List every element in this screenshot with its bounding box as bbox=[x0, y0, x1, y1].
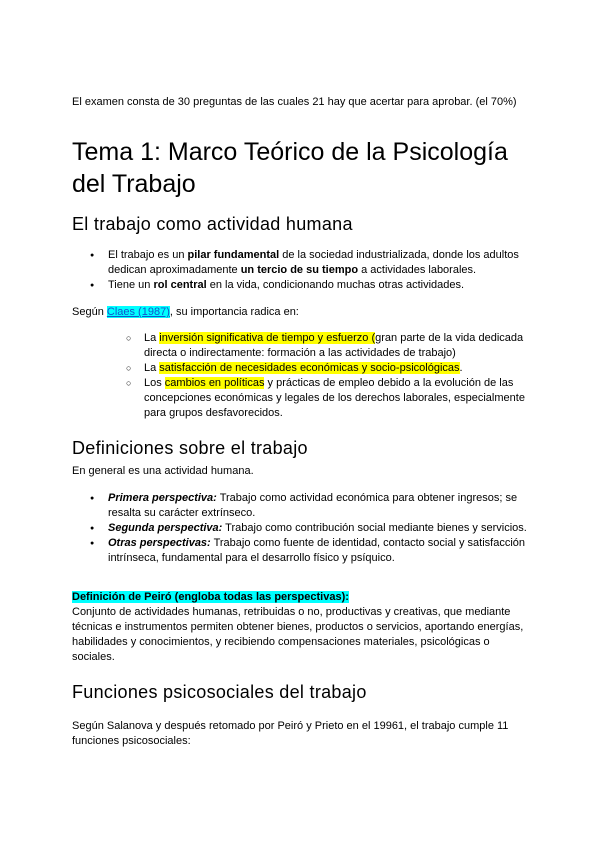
general-text: En general es una actividad humana. bbox=[72, 465, 254, 477]
list-item: ● El trabajo es un pilar fundamental de la sociedad industrializada, donde los adultos dedican aproximadamente un tercio de su tiempo a actividades laborales. bbox=[108, 248, 538, 278]
definicion-peiro-text: Conjunto de actividades humanas, retribuidas o no, productivas y creativas, que mediante técnicas e instrumentos permiten obtener bienes, productos o servicios, aportando energías, habilidades y conocimientos, y recibiendo compensaciones materiales, psicológicas o sociales. bbox=[72, 606, 524, 663]
bullet-list-perspectivas bbox=[108, 491, 538, 566]
list-item: ● Otras perspectivas: Trabajo como fuente de identidad, contacto social y satisfacción intrínseca, fundamental para el desarrollo físico y psíquico. bbox=[108, 536, 538, 566]
bullet-list-trabajo bbox=[108, 248, 538, 293]
circle-list-importancia bbox=[144, 331, 544, 421]
list-item: ○ La satisfacción de necesidades económicas y socio-psicológicas. bbox=[144, 361, 544, 376]
list-item: ● Primera perspectiva: Trabajo como actividad económica para obtener ingresos; se resalta su carácter extrínseco. bbox=[108, 491, 538, 521]
segun-claes-paragraph: Según Claes (1987), su importancia radica en: bbox=[72, 306, 299, 318]
definicion-peiro bbox=[72, 590, 532, 665]
section-heading-definiciones: Definiciones sobre el trabajo bbox=[72, 438, 308, 458]
list-item: ● Segunda perspectiva: Trabajo como contribución social mediante bienes y servicios. bbox=[108, 521, 538, 536]
intro-text: El examen consta de 30 preguntas de las cuales 21 hay que acertar para aprobar. (el 70%) bbox=[72, 96, 517, 108]
list-item: ○ Los cambios en políticas y prácticas de empleo debido a la evolución de las concepciones económicas y legales de los derechos laborales, especialmente para grupos desfavorecidos. bbox=[144, 376, 544, 421]
claes-link[interactable]: Claes (1987) bbox=[106, 306, 170, 318]
definicion-peiro-title: Definición de Peiró (engloba todas las perspectivas): bbox=[72, 591, 349, 603]
list-item: ● Tiene un rol central en la vida, condicionando muchas otras actividades. bbox=[108, 278, 538, 293]
page-title: Tema 1: Marco Teórico de la Psicología del Trabajo bbox=[72, 138, 508, 198]
list-item: ○ La inversión significativa de tiempo y esfuerzo (gran parte de la vida dedicada directa o indirectamente: formación a las actividades de trabajo) bbox=[144, 331, 544, 361]
section-heading-funciones: Funciones psicosociales del trabajo bbox=[72, 682, 367, 702]
section-heading-trabajo-actividad: El trabajo como actividad humana bbox=[72, 214, 353, 234]
funciones-text: Según Salanova y después retomado por Peiró y Prieto en el 19961, el trabajo cumple 11 funciones psicosociales: bbox=[72, 720, 509, 747]
